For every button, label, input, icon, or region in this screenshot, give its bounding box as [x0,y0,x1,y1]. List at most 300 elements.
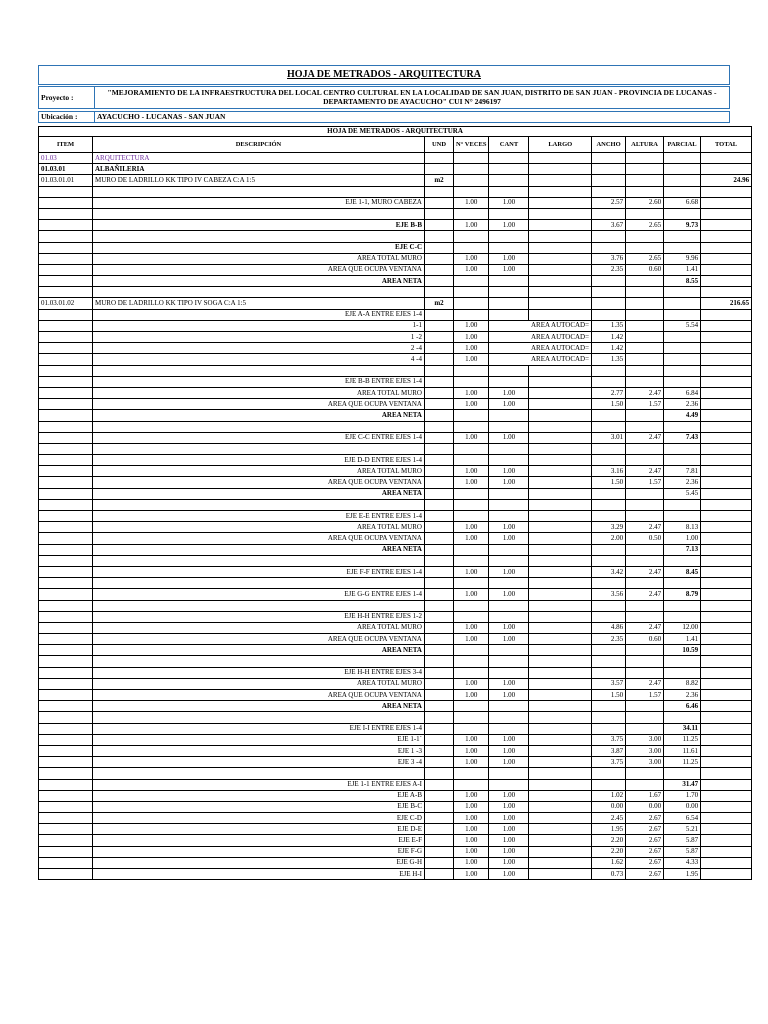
unit-cell: m2 [425,298,454,309]
veces-cell: 1.00 [454,622,489,633]
parcial-cell [664,186,701,197]
total-cell [701,555,752,566]
item-cell [39,432,93,443]
description-cell: EJE F-F ENTRE EJES 1-4 [93,566,425,577]
altura-cell [626,175,664,186]
largo-cell [529,701,592,712]
cant-cell: 1.00 [489,835,529,846]
largo-cell [529,208,592,219]
description-cell: EJE B-C [93,801,425,812]
largo-cell [529,801,592,812]
description-cell [93,287,425,298]
cant-cell [489,320,529,331]
parcial-cell [664,656,701,667]
largo-cell [529,745,592,756]
veces-cell [454,298,489,309]
largo-cell [529,589,592,600]
item-cell [39,387,93,398]
cant-cell: 1.00 [489,678,529,689]
item-cell [39,332,93,343]
item-cell [39,745,93,756]
veces-cell [454,287,489,298]
veces-cell [454,488,489,499]
item-cell [39,466,93,477]
ancho-cell [592,600,626,611]
parcial-cell [664,242,701,253]
table-row [39,768,752,779]
ancho-cell [592,499,626,510]
description-cell: AREA TOTAL MURO [93,678,425,689]
total-cell [701,376,752,387]
ancho-cell [592,242,626,253]
table-row [39,387,752,398]
description-cell: AREA TOTAL MURO [93,622,425,633]
project-value: "MEJORAMIENTO DE LA INFRAESTRUCTURA DEL LOCAL CENTRO CULTURAL EN LA LOCALIDAD DE SAN JUAN, DISTRITO DE SAN JUAN - PROVINCIA DE LUCANAS - DEPARTAMENTO DE AYACUCHO" CUI N° 2496197 [107,88,717,106]
ancho-cell: 2.35 [592,634,626,645]
unit-cell [425,511,454,522]
total-cell [701,857,752,868]
unit-cell [425,734,454,745]
description-cell: AREA TOTAL MURO [93,466,425,477]
veces-cell [454,455,489,466]
veces-cell: 1.00 [454,813,489,824]
table-row [39,276,752,287]
parcial-cell [664,712,701,723]
ancho-cell: 2.57 [592,197,626,208]
parcial-cell: 31.47 [664,779,701,790]
parcial-cell: 11.61 [664,745,701,756]
ancho-cell [592,544,626,555]
largo-cell [529,544,592,555]
cant-cell [489,499,529,510]
parcial-cell: 5.21 [664,824,701,835]
largo-cell [529,645,592,656]
total-cell [701,566,752,577]
total-cell [701,745,752,756]
ancho-cell: 1.42 [592,332,626,343]
location-value: AYACUCHO - LUCANAS - SAN JUAN [97,112,226,121]
item-cell [39,611,93,622]
total-cell [701,231,752,242]
table-row [39,242,752,253]
description-cell [93,555,425,566]
parcial-cell: 4.49 [664,410,701,421]
largo-cell [529,387,592,398]
altura-cell [626,276,664,287]
cant-cell [489,555,529,566]
largo-cell [529,779,592,790]
altura-cell [626,779,664,790]
parcial-cell: 1.95 [664,869,701,880]
description-cell: AREA NETA [93,701,425,712]
veces-cell [454,768,489,779]
cant-cell [489,443,529,454]
sheet-title: HOJA DE METRADOS - ARQUITECTURA [38,65,730,85]
table-row [39,544,752,555]
ancho-cell: 1.95 [592,824,626,835]
parcial-cell: 12.00 [664,622,701,633]
description-cell [93,578,425,589]
item-cell [39,365,93,376]
largo-cell [529,421,592,432]
veces-cell [454,276,489,287]
ancho-cell [592,443,626,454]
veces-cell [454,186,489,197]
altura-cell [626,511,664,522]
item-cell [39,533,93,544]
description-cell: EJE D-E [93,824,425,835]
item-cell [39,701,93,712]
item-cell [39,309,93,320]
total-cell [701,365,752,376]
unit-cell [425,499,454,510]
altura-cell [626,332,664,343]
item-cell [39,320,93,331]
ancho-cell [592,712,626,723]
parcial-cell: 5.45 [664,488,701,499]
altura-cell [626,421,664,432]
altura-cell: 2.67 [626,835,664,846]
unit-cell [425,365,454,376]
description-cell [93,365,425,376]
altura-cell [626,723,664,734]
column-header: ALTURA [626,137,664,153]
table-row [39,745,752,756]
ancho-cell [592,231,626,242]
item-cell [39,600,93,611]
table-row [39,343,752,354]
cant-cell [489,410,529,421]
veces-cell: 1.00 [454,678,489,689]
largo-cell [529,309,592,320]
altura-cell: 2.47 [626,466,664,477]
veces-cell: 1.00 [454,634,489,645]
cant-cell [489,578,529,589]
parcial-cell: 8.45 [664,566,701,577]
description-cell: AREA NETA [93,645,425,656]
table-row [39,779,752,790]
veces-cell [454,421,489,432]
location-row [38,111,730,123]
table-row [39,712,752,723]
description-cell: EJE D-D ENTRE EJES 1-4 [93,455,425,466]
altura-cell [626,186,664,197]
column-header: PARCIAL [664,137,701,153]
ancho-cell [592,667,626,678]
total-cell [701,690,752,701]
table-row [39,208,752,219]
veces-cell: 1.00 [454,253,489,264]
total-cell [701,600,752,611]
largo-cell [529,298,592,309]
description-cell: AREA QUE OCUPA VENTANA [93,264,425,275]
total-cell [701,455,752,466]
largo-cell [529,622,592,633]
description-cell: AREA TOTAL MURO [93,387,425,398]
description-cell: EJE I-I ENTRE EJES 1-4 [93,723,425,734]
largo-cell [529,466,592,477]
description-cell: AREA NETA [93,276,425,287]
cant-cell: 1.00 [489,869,529,880]
table-row [39,287,752,298]
description-cell: 4 -4 [93,354,425,365]
total-cell [701,813,752,824]
parcial-cell: 2.36 [664,477,701,488]
parcial-cell: 6.68 [664,197,701,208]
veces-cell: 1.00 [454,399,489,410]
largo-cell: AREA AUTOCAD= [529,332,592,343]
unit-cell [425,824,454,835]
table-row [39,656,752,667]
ancho-cell: 3.56 [592,589,626,600]
cant-cell: 1.00 [489,466,529,477]
description-cell: EJE 1-1` [93,734,425,745]
table-row [39,365,752,376]
altura-cell: 2.47 [626,432,664,443]
total-cell [701,153,752,164]
total-cell [701,656,752,667]
item-cell [39,622,93,633]
ancho-cell: 0.00 [592,801,626,812]
unit-cell [425,790,454,801]
table-row [39,399,752,410]
veces-cell [454,208,489,219]
parcial-cell: 10.59 [664,645,701,656]
veces-cell [454,443,489,454]
parcial-cell: 8.82 [664,678,701,689]
veces-cell: 1.00 [454,477,489,488]
column-header: DESCRIPCIÓN [93,137,425,153]
table-row [39,432,752,443]
parcial-cell: 1.00 [664,533,701,544]
altura-cell: 2.65 [626,253,664,264]
cant-cell [489,455,529,466]
ancho-cell [592,186,626,197]
parcial-cell [664,455,701,466]
ancho-cell [592,309,626,320]
item-cell [39,186,93,197]
ancho-cell [592,208,626,219]
table-row [39,220,752,231]
ancho-cell: 3.87 [592,745,626,756]
total-cell [701,253,752,264]
ancho-cell [592,287,626,298]
unit-cell [425,332,454,343]
description-cell: AREA QUE OCUPA VENTANA [93,399,425,410]
item-cell [39,197,93,208]
veces-cell: 1.00 [454,533,489,544]
cant-cell: 1.00 [489,197,529,208]
item-cell [39,678,93,689]
total-cell [701,768,752,779]
veces-cell [454,511,489,522]
largo-cell [529,634,592,645]
unit-cell [425,611,454,622]
altura-cell [626,242,664,253]
parcial-cell [664,365,701,376]
item-cell: 01.03.01.02 [39,298,93,309]
ancho-cell [592,779,626,790]
parcial-cell [664,287,701,298]
altura-cell [626,320,664,331]
largo-cell [529,376,592,387]
total-cell [701,320,752,331]
table-row [39,835,752,846]
largo-cell [529,566,592,577]
table-row [39,533,752,544]
description-cell: EJE B-B [93,220,425,231]
unit-cell [425,857,454,868]
total-cell [701,634,752,645]
unit-cell [425,667,454,678]
altura-cell: 2.47 [626,566,664,577]
largo-cell [529,667,592,678]
table-row [39,790,752,801]
parcial-cell: 9.73 [664,220,701,231]
cant-cell: 1.00 [489,589,529,600]
unit-cell [425,164,454,175]
ancho-cell [592,164,626,175]
item-cell [39,634,93,645]
column-header-row [39,137,752,153]
parcial-cell: 11.25 [664,734,701,745]
item-cell [39,253,93,264]
ancho-cell: 1.02 [592,790,626,801]
description-cell [93,421,425,432]
altura-cell: 3.00 [626,734,664,745]
veces-cell: 1.00 [454,745,489,756]
largo-cell [529,164,592,175]
veces-cell: 1.00 [454,857,489,868]
total-cell [701,779,752,790]
veces-cell: 1.00 [454,332,489,343]
largo-cell [529,611,592,622]
description-cell [93,443,425,454]
veces-cell: 1.00 [454,387,489,398]
veces-cell [454,410,489,421]
table-row [39,813,752,824]
unit-cell [425,768,454,779]
cant-cell: 1.00 [489,253,529,264]
unit-cell [425,678,454,689]
table-row [39,757,752,768]
description-cell: 1 -2 [93,332,425,343]
description-cell [93,712,425,723]
ancho-cell [592,645,626,656]
description-cell [93,186,425,197]
largo-cell [529,723,592,734]
altura-cell [626,343,664,354]
item-cell [39,589,93,600]
altura-cell [626,410,664,421]
unit-cell [425,197,454,208]
table-row [39,175,752,186]
largo-cell: AREA AUTOCAD= [529,320,592,331]
item-cell [39,857,93,868]
ancho-cell [592,723,626,734]
altura-cell [626,443,664,454]
veces-cell: 1.00 [454,690,489,701]
largo-cell [529,846,592,857]
unit-cell [425,813,454,824]
item-cell [39,376,93,387]
altura-cell: 1.57 [626,477,664,488]
unit-cell [425,410,454,421]
parcial-cell: 7.13 [664,544,701,555]
cant-cell [489,343,529,354]
cant-cell: 1.00 [489,745,529,756]
table-subtitle: HOJA DE METRADOS - ARQUITECTURA [39,127,752,137]
veces-cell: 1.00 [454,846,489,857]
largo-cell [529,600,592,611]
item-cell [39,712,93,723]
column-header: CANT [489,137,529,153]
veces-cell: 1.00 [454,264,489,275]
largo-cell [529,790,592,801]
largo-cell [529,432,592,443]
veces-cell [454,365,489,376]
largo-cell [529,690,592,701]
cant-cell: 1.00 [489,790,529,801]
table-row [39,320,752,331]
description-cell: EJE A-B [93,790,425,801]
unit-cell [425,376,454,387]
unit-cell [425,387,454,398]
parcial-cell: 8.79 [664,589,701,600]
unit-cell [425,578,454,589]
description-cell [93,656,425,667]
table-row [39,455,752,466]
parcial-cell: 8.13 [664,522,701,533]
item-cell [39,846,93,857]
table-row [39,477,752,488]
largo-cell [529,869,592,880]
veces-cell [454,779,489,790]
unit-cell [425,712,454,723]
altura-cell: 3.00 [626,757,664,768]
unit-cell [425,745,454,756]
altura-cell [626,544,664,555]
description-cell: AREA QUE OCUPA VENTANA [93,533,425,544]
altura-cell [626,208,664,219]
altura-cell [626,298,664,309]
table-row [39,511,752,522]
parcial-cell [664,343,701,354]
table-row [39,522,752,533]
veces-cell [454,611,489,622]
altura-cell [626,164,664,175]
altura-cell: 2.47 [626,589,664,600]
column-header: ANCHO [592,137,626,153]
altura-cell [626,701,664,712]
parcial-cell: 1.41 [664,264,701,275]
unit-cell [425,533,454,544]
table-row [39,253,752,264]
unit-cell [425,443,454,454]
item-cell [39,455,93,466]
unit-cell [425,801,454,812]
largo-cell [529,220,592,231]
largo-cell [529,443,592,454]
altura-cell [626,578,664,589]
cant-cell [489,298,529,309]
altura-cell: 2.67 [626,857,664,868]
largo-cell [529,824,592,835]
largo-cell: AREA AUTOCAD= [529,354,592,365]
cant-cell: 1.00 [489,734,529,745]
description-cell: AREA NETA [93,544,425,555]
altura-cell [626,499,664,510]
